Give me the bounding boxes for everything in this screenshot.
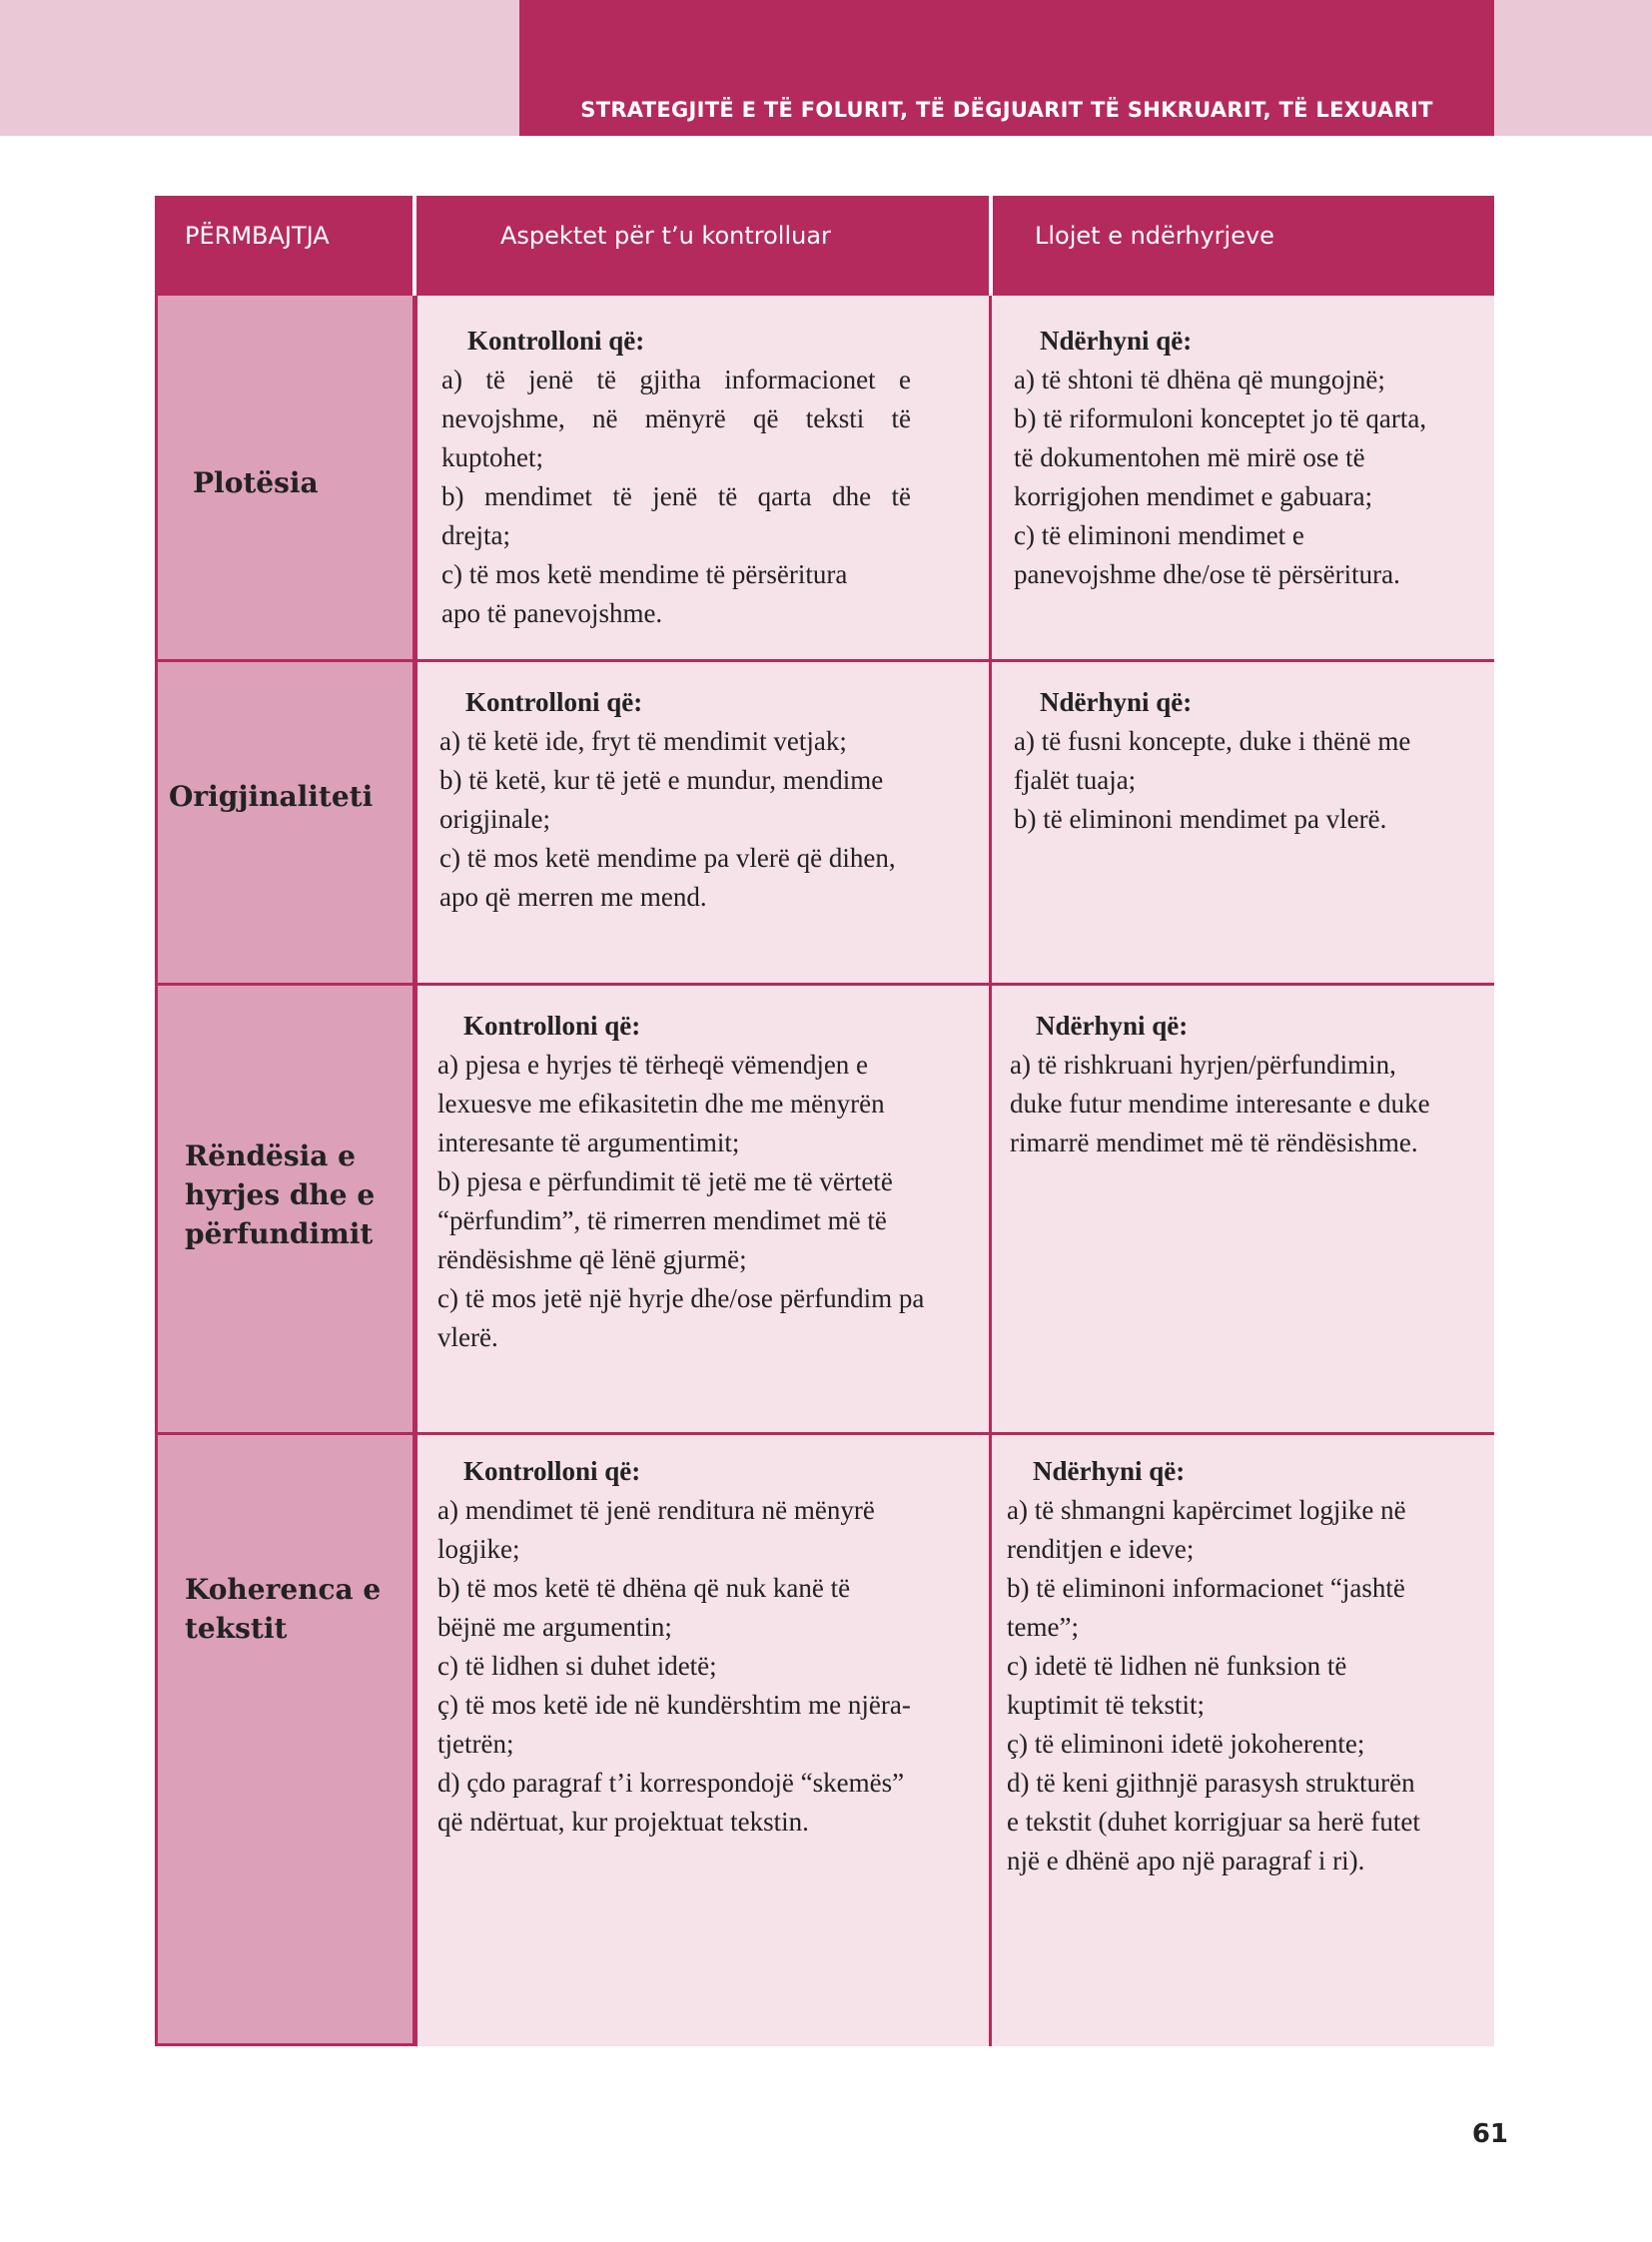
column-header-aspects: Aspektet për t’u kontrolluar (416, 196, 989, 296)
header-gap (989, 196, 993, 296)
column-divider (413, 296, 417, 2046)
row-label: Rëndësia e hyrjes dhe e përfundimit (185, 1139, 376, 1250)
aspects-cell: Kontrolloni që: a) të ketë ide, fryt të mendimit vetjak; b) të ketë, kur të jetë e mundur, mendime origjinale; c) të mos ketë mendime pa vlerë që dihen, apo që merren me mend. (439, 687, 896, 912)
row-label: Plotësia (193, 466, 319, 499)
table-left-border (155, 196, 158, 2046)
interventions-cell: Ndërhyni që: a) të shtoni të dhëna që mungojnë; b) të riformuloni konceptet jo të qarta, të dokumentohen më mirë ose të korrigjohen mendimet e gabuara; c) të eliminoni mendimet e panevojshme dhe/ose të përsëritura. (1014, 326, 1427, 589)
row-label: Origjinaliteti (169, 780, 374, 813)
column-header-interventions: Llojet e ndërhyrjeve (993, 196, 1494, 296)
row-divider (155, 983, 1494, 986)
aspects-cell: Kontrolloni që: a) pjesa e hyrjes të tërheqë vëmendjen e lexuesve me efikasitetin dhe me mënyrën interesante të argumentimit; b) pjesa e përfundimit të jetë me të vërtetë “përfundim”, të rimerren mendimet më të rëndësishme që lënë gjurmë; c) të mos jetë një hyrje dhe/ose përfundim pa vlerë. (437, 1011, 925, 1352)
review-table (155, 196, 1494, 2046)
chapter-header (519, 0, 1494, 136)
column-divider (989, 296, 992, 2046)
row-label: Koherenca e tekstit (185, 1573, 382, 1645)
header-gap (413, 196, 416, 296)
chapter-title: STRATEGJITË E TË FOLURIT, TË DËGJUARIT TË SHKRUARIT, TË LEXUARIT (580, 98, 1433, 122)
table-bottom-border (155, 2043, 417, 2046)
row-divider (155, 1432, 1494, 1435)
column-header-content: PËRMBAJTJA (155, 196, 413, 296)
aspects-cell: Kontrolloni që: a) mendimet të jenë renditura në mënyrë logjike; b) të mos ketë të dhëna që nuk kanë të bëjnë me argumentin; c) të lidhen si duhet idetë; ç) të mos ketë ide në kundërshtim me njëra- tjetrën; d) çdo paragraf t’i korrespondojë “skemës” që ndërtuat, kur projektuat tekstin. (437, 1456, 911, 1837)
page-number: 61 (1471, 2119, 1508, 2149)
interventions-cell: Ndërhyni që: a) të shmangni kapërcimet logjike në renditjen e ideve; b) të eliminoni informacionet “jashtë teme”; c) idetë të lidhen në funksion të kuptimit të tekstit; ç) të eliminoni idetë jokoherente; d) të keni gjithnjë parasysh strukturën e tekstit (duhet korrigjuar sa herë futet një e dhënë apo një paragraf i ri). (1007, 1456, 1420, 1875)
interventions-cell: Ndërhyni që: a) të rishkruani hyrjen/përfundimin, duke futur mendime interesante e duke rimarrë mendimet më të rëndësishme. (1010, 1011, 1430, 1157)
interventions-cell: Ndërhyni që: a) të fusni koncepte, duke i thënë me fjalët tuaja; b) të eliminoni mendimet pa vlerë. (1014, 687, 1411, 834)
row-divider (155, 659, 1494, 662)
aspects-cell: Kontrolloni që: a) të jenë të gjitha informacionet e nevojshme, në mënyrë që teksti të kuptohet; b) mendimet të jenë të qarta dhe të drejta; c) të mos ketë mendime të përsëritura apo të panevojshme. (441, 326, 911, 628)
